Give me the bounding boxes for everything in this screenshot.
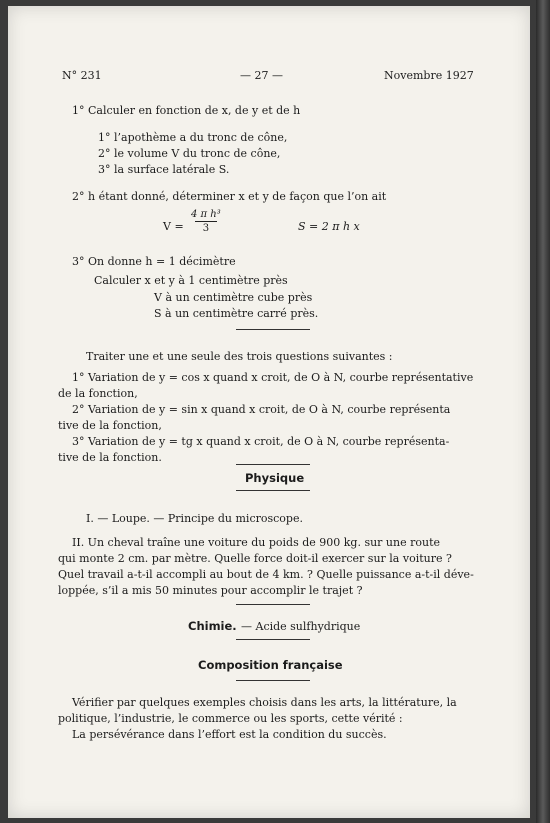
physique-question-2-line-4: loppée, s’il a mis 50 minutes pour accomplir le trajet ? xyxy=(58,584,363,597)
section-2-intro: Traiter une et une seule des trois questions suivantes : xyxy=(86,350,393,363)
section-2-line-1: 1° Variation de y = cos x quand x croit, de O à N, courbe représentative xyxy=(72,371,474,384)
document-page xyxy=(8,6,530,818)
question-3-item-1: Calculer x et y à 1 centimètre près xyxy=(94,274,288,287)
composition-line-1: Vérifier par quelques exemples choisis dans les arts, la littérature, la xyxy=(72,696,457,709)
section-2-line-5: 3° Variation de y = tg x quand x croit, de O à N, courbe représenta- xyxy=(72,435,450,448)
formula-v-fraction xyxy=(191,209,221,234)
question-1: 1° Calculer en fonction de x, de y et de h xyxy=(72,104,301,117)
section-2-line-4: tive de la fonction, xyxy=(58,419,162,432)
divider-1 xyxy=(236,329,310,330)
book-spine xyxy=(536,0,550,823)
formula-v-denominator: 3 xyxy=(202,223,210,234)
composition-title: Composition française xyxy=(198,658,343,672)
section-2-line-6: tive de la fonction. xyxy=(58,451,162,464)
question-2: 2° h étant donné, déterminer x et y de façon que l’on ait xyxy=(72,190,387,203)
question-1-item-2: 2° le volume V du tronc de cône, xyxy=(98,147,281,160)
divider-3 xyxy=(236,490,310,491)
divider-4 xyxy=(236,604,310,605)
divider-2 xyxy=(236,464,310,465)
divider-6 xyxy=(236,680,310,681)
section-2-line-2: de la fonction, xyxy=(58,387,138,400)
formula-v-numerator: 4 π h³ xyxy=(191,209,221,220)
physique-question-2-line-1: II. Un cheval traîne une voiture du poids de 900 kg. sur une route xyxy=(72,536,441,549)
question-1-item-3: 3° la surface latérale S. xyxy=(98,163,230,176)
physique-question-2-line-2: qui monte 2 cm. par mètre. Quelle force doit-il exercer sur la voiture ? xyxy=(58,552,452,565)
question-3: 3° On donne h = 1 décimètre xyxy=(72,255,236,268)
question-1-item-1: 1° l’apothème a du tronc de cône, xyxy=(98,131,288,144)
composition-line-2: politique, l’industrie, le commerce ou les sports, cette vérité : xyxy=(58,712,403,725)
page-number-left: N° 231 xyxy=(62,69,102,82)
question-3-item-3: S à un centimètre carré près. xyxy=(154,307,319,320)
physique-question-2-line-3: Quel travail a-t-il accompli au bout de 4 km. ? Quelle puissance a-t-il déve- xyxy=(58,568,474,581)
page-date: Novembre 1927 xyxy=(384,69,474,82)
chimie-title: Chimie. xyxy=(188,619,237,633)
page-number-center: — 27 — xyxy=(240,69,283,82)
section-2-line-3: 2° Variation de y = sin x quand x croit, de O à N, courbe représenta xyxy=(72,403,451,416)
formula-v-left: V = xyxy=(163,220,184,233)
question-3-item-2: V à un centimètre cube près xyxy=(154,291,313,304)
physique-question-1: I. — Loupe. — Principe du microscope. xyxy=(86,512,303,525)
chimie-subtitle: — Acide sulfhydrique xyxy=(241,620,361,633)
composition-line-3: La persévérance dans l’effort est la condition du succès. xyxy=(72,728,387,741)
physique-title: Physique xyxy=(245,471,305,485)
fraction-bar xyxy=(195,221,217,222)
formula-s: S = 2 π h x xyxy=(298,220,360,233)
divider-5 xyxy=(236,639,310,640)
